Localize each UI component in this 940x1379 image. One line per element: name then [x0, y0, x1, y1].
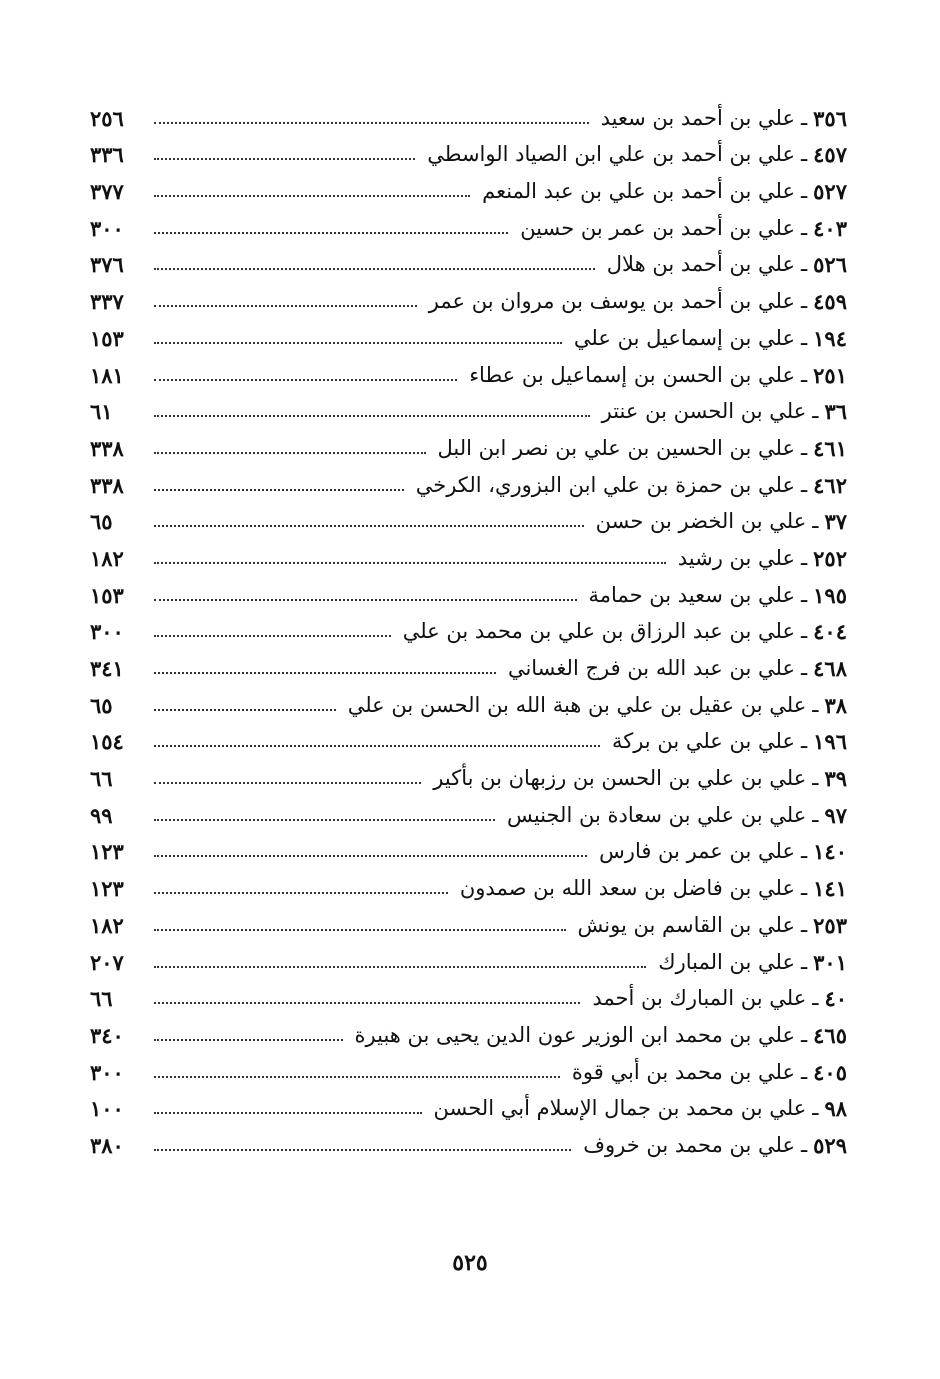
index-entry — [90, 973, 847, 1010]
entry-name: علي بن أحمد بن هلال — [606, 252, 795, 277]
entry-name: علي بن عبد الله بن فرج الغساني — [507, 656, 795, 680]
entry-page: ٣٣٧ — [90, 289, 124, 315]
entry-number: ٤٥٩ — [813, 289, 847, 315]
entry-dash: ـ — [801, 545, 808, 570]
entry-name: علي بن أحمد بن سعيد — [600, 105, 795, 130]
entry-dash: ـ — [801, 472, 808, 497]
entry-page: ٩٩ — [90, 802, 113, 828]
entry-dash: ـ — [801, 325, 808, 350]
entry-dash: ـ — [812, 766, 819, 791]
dot-leader — [154, 1002, 580, 1004]
dot-leader — [154, 599, 577, 601]
index-entry — [90, 679, 847, 716]
dot-leader — [154, 489, 404, 491]
entry-name: علي بن القاسم بن يونش — [577, 912, 795, 937]
index-entry — [90, 496, 847, 533]
entry-page: ٦١ — [90, 399, 113, 425]
index-entry — [90, 202, 847, 239]
index-entry — [90, 165, 847, 205]
entry-page: ٣٣٨ — [90, 472, 124, 498]
entry-dash: ـ — [801, 1059, 808, 1084]
dot-leader — [154, 305, 417, 307]
entry-dash: ـ — [801, 839, 808, 864]
entry-number: ٥٢٧ — [813, 179, 847, 205]
entry-page: ٢٥٦ — [90, 105, 124, 131]
entry-dash: ـ — [801, 289, 808, 314]
index-entry — [90, 1009, 847, 1046]
dot-leader — [154, 122, 589, 124]
entry-dash: ـ — [801, 435, 808, 460]
dot-leader — [154, 709, 336, 711]
index-entry — [90, 569, 847, 606]
entry-name: علي بن فاضل بن سعد الله بن صمدون — [459, 876, 795, 901]
entry-number: ٣٦ — [824, 399, 847, 425]
page-number: ٥٢٥ — [452, 1250, 488, 1276]
entry-number: ٢٥١ — [813, 362, 847, 388]
entry-name: علي بن عمر بن فارس — [599, 839, 795, 864]
entry-dash: ـ — [812, 399, 819, 424]
entry-page: ٦٥ — [90, 692, 113, 718]
entry-page: ٦٦ — [90, 766, 113, 792]
entry-number: ٢٥٢ — [813, 545, 847, 571]
dot-leader — [154, 1076, 560, 1078]
entry-number: ٩٧ — [824, 802, 847, 828]
entry-number: ٤٠٣ — [813, 215, 847, 241]
dot-leader — [154, 635, 391, 637]
dot-leader — [154, 158, 415, 160]
index-entry — [90, 312, 847, 349]
dot-leader — [154, 1112, 422, 1114]
dot-leader — [154, 929, 566, 931]
entry-number: ٤٠٤ — [813, 619, 847, 645]
entry-name: علي بن الحسن بن إسماعيل بن عطاء — [469, 362, 795, 387]
entry-number: ٤٦٢ — [813, 472, 847, 498]
entry-name: علي بن إسماعيل بن علي — [573, 325, 795, 350]
index-entry — [90, 936, 847, 973]
entry-name: علي بن المبارك بن أحمد — [592, 986, 807, 1011]
entry-number: ٢٥٣ — [813, 912, 847, 938]
entry-dash: ـ — [801, 949, 808, 974]
entry-page: ٣٤٠ — [90, 1022, 124, 1048]
dot-leader — [154, 892, 448, 894]
entry-name: علي بن محمد بن خروف — [583, 1132, 795, 1157]
entry-name: علي بن أحمد بن علي بن عبد المنعم — [482, 179, 795, 204]
entry-dash: ـ — [801, 876, 808, 901]
entry-page: ١٥٤ — [90, 729, 124, 755]
index-entry — [90, 752, 847, 792]
entry-name: علي بن عقيل بن علي بن هبة الله بن الحسن بن علي — [347, 692, 807, 717]
index-list — [90, 92, 847, 1156]
entry-number: ١٩٦ — [813, 729, 847, 755]
entry-name: علي بن المبارك — [658, 949, 795, 974]
entry-number: ١٤١ — [813, 876, 847, 902]
entry-number: ٤٦١ — [813, 435, 847, 461]
index-entry — [90, 422, 847, 459]
entry-dash: ـ — [801, 179, 808, 204]
entry-dash: ـ — [801, 252, 808, 277]
entry-page: ٦٦ — [90, 986, 113, 1012]
index-entry — [90, 606, 847, 643]
dot-leader — [154, 379, 457, 381]
index-entry — [90, 899, 847, 936]
dot-leader — [154, 415, 590, 417]
entry-name: علي بن أحمد بن عمر بن حسين — [520, 215, 795, 240]
entry-name: علي بن أحمد بن علي ابن الصياد الواسطي — [427, 142, 795, 167]
entry-dash: ـ — [801, 656, 808, 680]
entry-number: ٩٨ — [824, 1096, 847, 1122]
entry-name: علي بن علي بن سعادة بن الجنيس — [507, 802, 807, 827]
dot-leader — [154, 819, 495, 821]
entry-name: علي بن الحسن بن عنتر — [601, 399, 807, 424]
entry-number: ١٩٤ — [813, 325, 847, 351]
dot-leader — [154, 525, 584, 527]
dot-leader — [154, 452, 426, 454]
entry-page: ٣٨٠ — [90, 1132, 124, 1158]
entry-number: ٥٢٦ — [813, 252, 847, 278]
index-entry — [90, 459, 847, 496]
index-entry — [90, 1119, 847, 1156]
index-entry — [90, 642, 847, 679]
entry-name: علي بن رشيد — [677, 545, 795, 570]
entry-dash: ـ — [812, 692, 819, 717]
index-entry — [90, 129, 847, 166]
index-entry — [90, 1046, 847, 1083]
index-entry — [90, 349, 847, 386]
entry-page: ٣٠٠ — [90, 619, 124, 645]
entry-dash: ـ — [812, 1096, 819, 1121]
entry-name: علي بن علي بن بركة — [611, 729, 795, 754]
entry-number: ٤٦٨ — [813, 656, 847, 681]
entry-page: ٣٠٠ — [90, 1059, 124, 1085]
dot-leader — [154, 1149, 571, 1151]
entry-number: ١٤٠ — [813, 839, 847, 865]
dot-leader — [154, 232, 508, 234]
dot-leader — [154, 268, 595, 270]
entry-page: ٣٣٨ — [90, 435, 124, 461]
entry-page: ١٥٣ — [90, 325, 124, 351]
index-entry — [90, 532, 847, 569]
entry-number: ٣٨ — [824, 692, 847, 718]
entry-page: ٢٠٧ — [90, 949, 124, 975]
index-entry — [90, 275, 847, 315]
entry-name: علي بن علي بن الحسن بن رزبهان بن بأكير — [433, 766, 807, 791]
entry-name: علي بن الحسين بن علي بن نصر ابن البل — [437, 435, 795, 460]
entry-name: علي بن أحمد بن يوسف بن مروان بن عمر — [428, 289, 795, 314]
entry-name: علي بن محمد بن جمال الإسلام أبي الحسن — [433, 1096, 807, 1121]
entry-number: ٣٥٦ — [813, 105, 847, 131]
entry-number: ٣٩ — [824, 766, 847, 792]
entry-page: ٣٠٠ — [90, 215, 124, 241]
entry-dash: ـ — [801, 619, 808, 644]
entry-number: ٥٢٩ — [813, 1132, 847, 1158]
entry-page: ٣٧٧ — [90, 179, 124, 205]
index-entry — [90, 862, 847, 902]
entry-page: ١٢٣ — [90, 839, 124, 865]
entry-dash: ـ — [812, 802, 819, 827]
dot-leader — [154, 562, 666, 564]
entry-dash: ـ — [801, 1022, 808, 1047]
index-entry — [90, 826, 847, 863]
entry-page: ١٢٣ — [90, 876, 124, 902]
entry-dash: ـ — [801, 729, 808, 754]
entry-number: ٤٥٧ — [813, 142, 847, 168]
entry-page: ٣٣٦ — [90, 142, 124, 168]
index-entry — [90, 239, 847, 276]
dot-leader — [154, 745, 600, 747]
index-entry — [90, 1083, 847, 1120]
entry-number: ٤٠٥ — [813, 1059, 847, 1085]
index-entry — [90, 716, 847, 753]
entry-dash: ـ — [812, 986, 819, 1011]
entry-page: ١٥٣ — [90, 582, 124, 608]
entry-dash: ـ — [801, 105, 808, 130]
entry-number: ٣٧ — [824, 509, 847, 535]
dot-leader — [154, 966, 646, 968]
entry-name: علي بن محمد بن أبي قوة — [571, 1059, 795, 1084]
entry-number: ٤٠ — [824, 986, 847, 1012]
dot-leader — [154, 782, 421, 784]
entry-page: ١٨٢ — [90, 912, 124, 938]
entry-page: ٣٧٦ — [90, 252, 124, 278]
dot-leader — [154, 342, 562, 344]
index-entry — [90, 789, 847, 826]
entry-page: ١٨١ — [90, 362, 124, 388]
entry-dash: ـ — [801, 215, 808, 240]
entry-dash: ـ — [801, 1132, 808, 1157]
entry-page: ٣٤١ — [90, 656, 124, 681]
entry-dash: ـ — [801, 912, 808, 937]
dot-leader — [154, 1039, 343, 1041]
entry-page: ١٠٠ — [90, 1096, 124, 1122]
dot-leader — [154, 195, 470, 197]
entry-name: علي بن عبد الرزاق بن علي بن محمد بن علي — [402, 619, 795, 644]
entry-page: ١٨٢ — [90, 545, 124, 571]
entry-name: علي بن سعيد بن حمامة — [588, 582, 795, 607]
entry-number: ٤٦٥ — [813, 1022, 847, 1048]
dot-leader — [154, 672, 496, 674]
entry-dash: ـ — [801, 142, 808, 167]
entry-dash: ـ — [801, 582, 808, 607]
entry-number: ٣٠١ — [813, 949, 847, 975]
entry-name: علي بن محمد ابن الوزير عون الدين يحيى بن هبيرة — [354, 1022, 795, 1047]
entry-dash: ـ — [812, 509, 819, 534]
index-entry — [90, 92, 847, 129]
entry-number: ١٩٥ — [813, 582, 847, 608]
entry-dash: ـ — [801, 362, 808, 387]
entry-name: علي بن الخضر بن حسن — [595, 509, 807, 534]
dot-leader — [154, 855, 587, 857]
index-entry — [90, 386, 847, 423]
entry-name: علي بن حمزة بن علي ابن البزوري، الكرخي — [415, 472, 795, 497]
entry-page: ٦٥ — [90, 509, 113, 535]
